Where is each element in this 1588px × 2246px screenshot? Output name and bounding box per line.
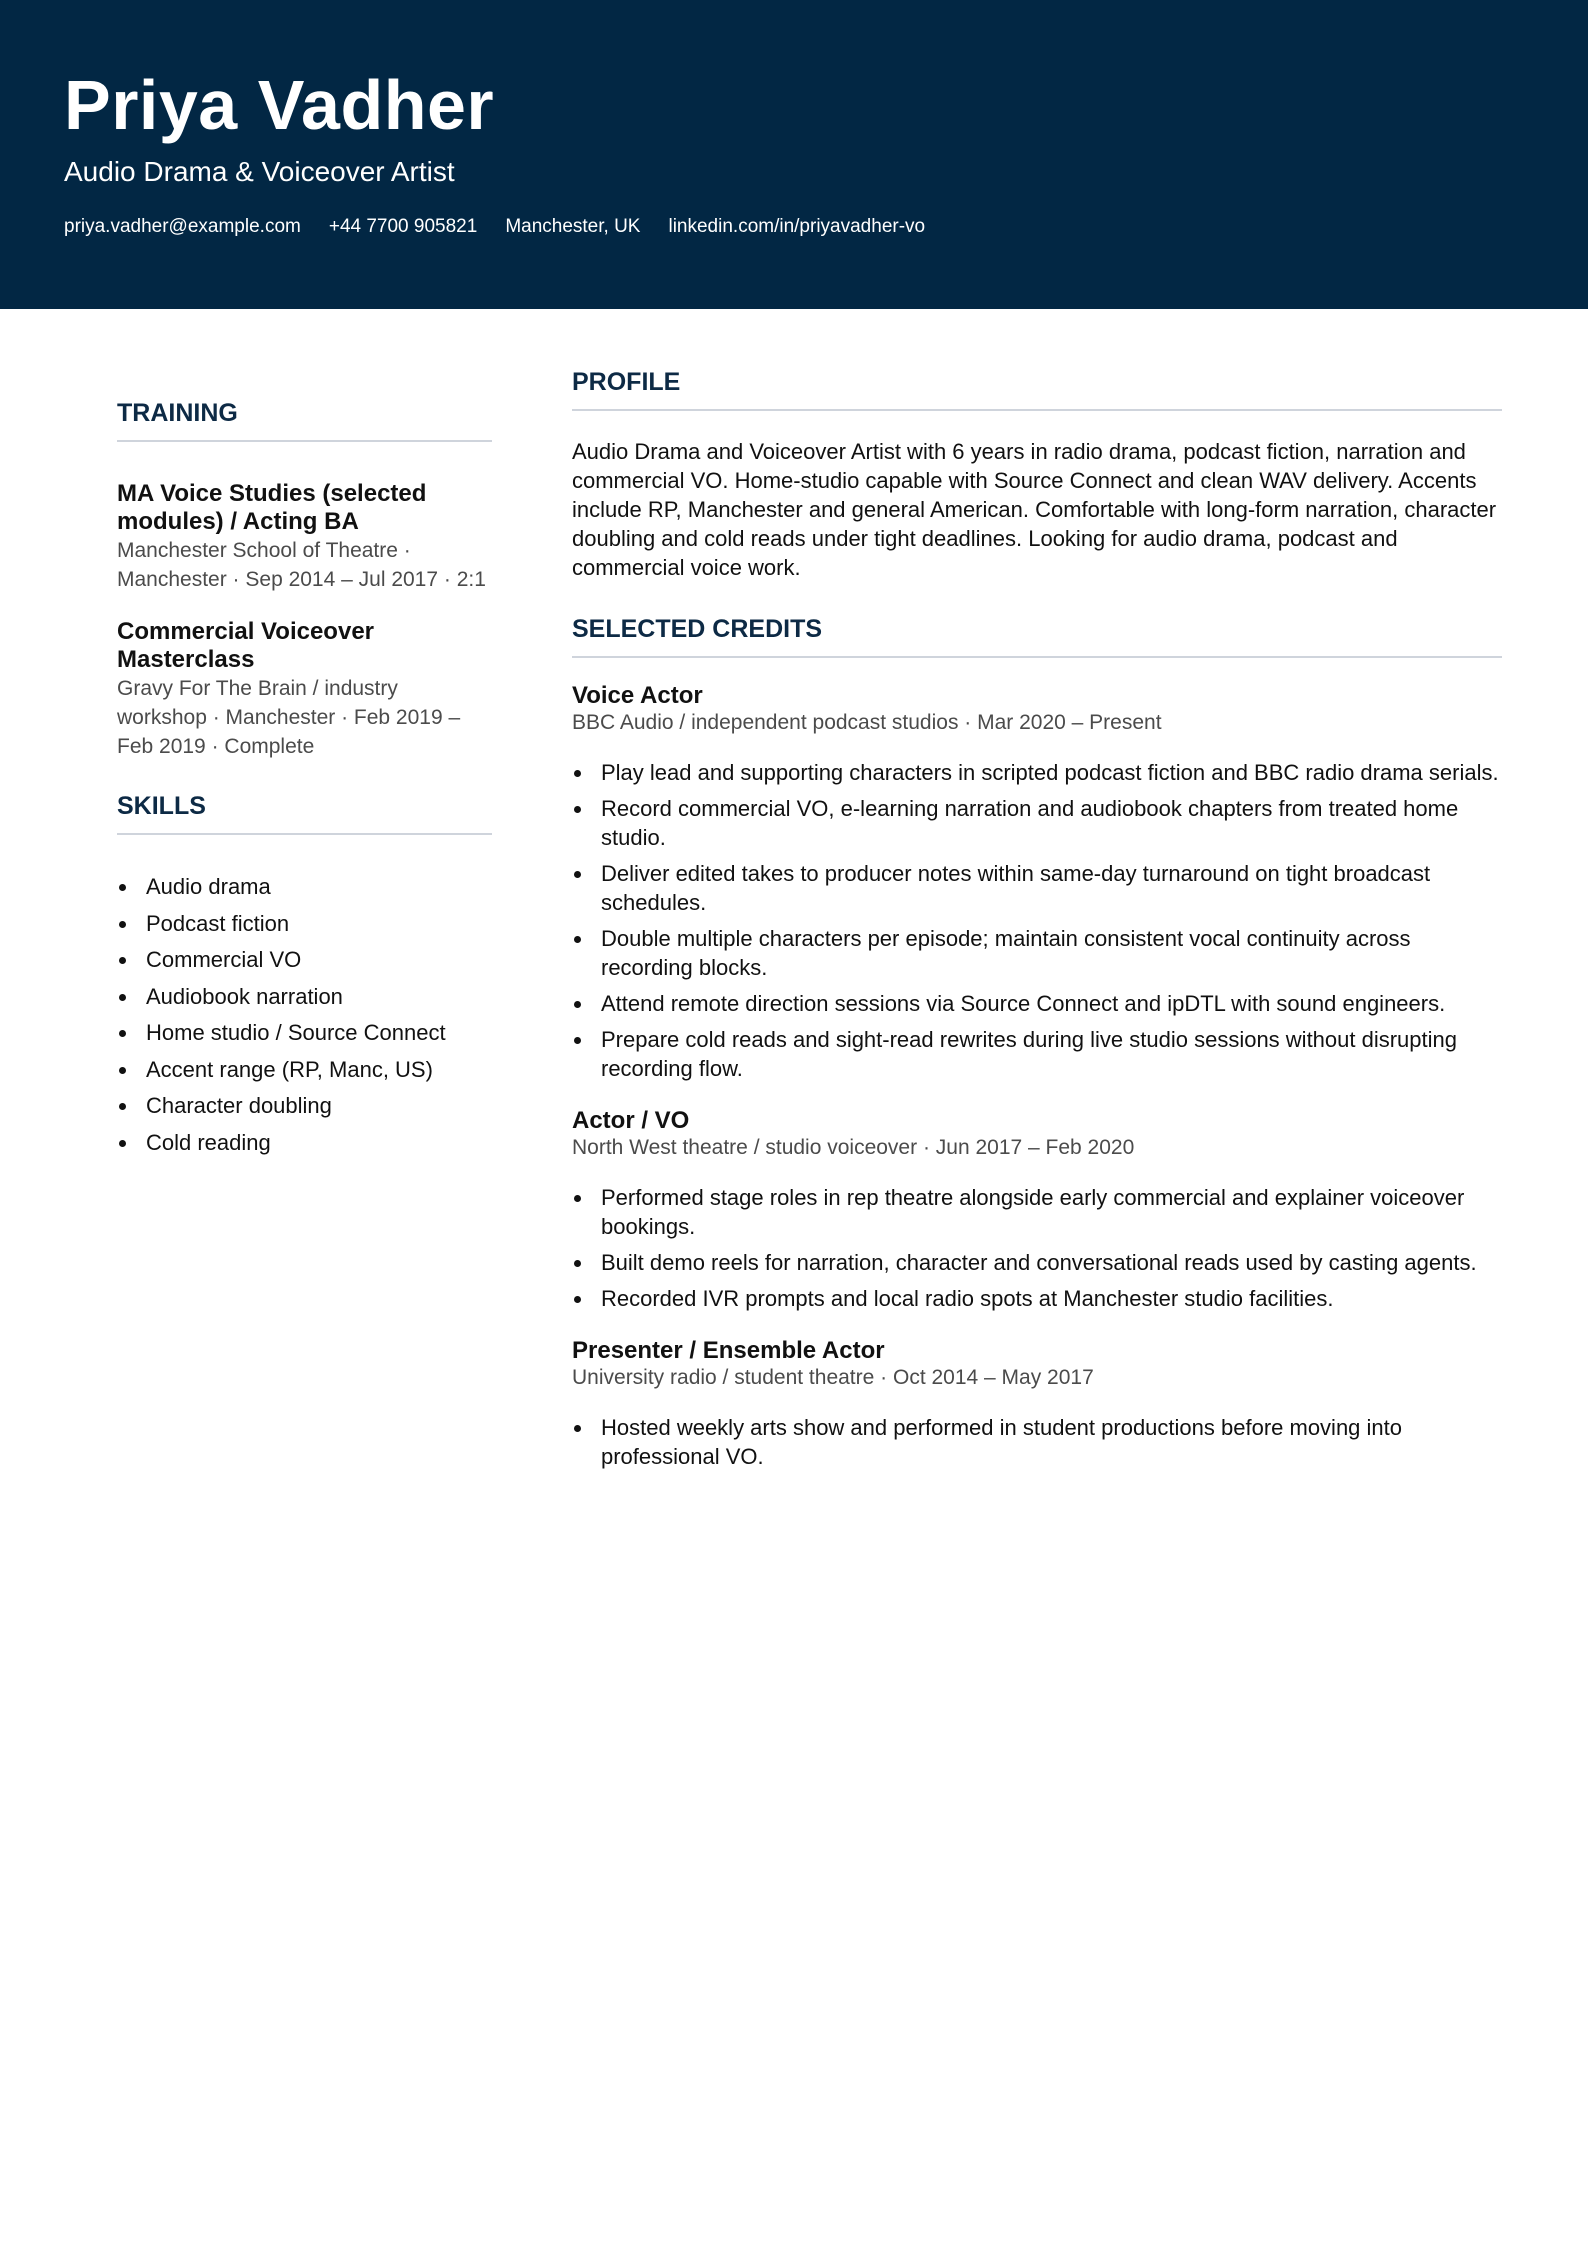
skill-item: Character doubling bbox=[117, 1088, 492, 1125]
training-item bbox=[117, 618, 492, 761]
training-item-meta: Gravy For The Brain / industry workshop · Manchester · Feb 2019 – Feb 2019 · Complete bbox=[117, 677, 461, 758]
training-item-title: MA Voice Studies (selected modules) / Acting BA bbox=[117, 480, 427, 535]
credit-role: Actor / VO bbox=[572, 1107, 690, 1134]
training-item bbox=[117, 480, 492, 594]
credit-role: Presenter / Ensemble Actor bbox=[572, 1337, 885, 1364]
credit-entry bbox=[572, 682, 1502, 1083]
skill-item: Cold reading bbox=[117, 1125, 492, 1162]
credit-bullet: Attend remote direction sessions via Source Connect and ipDTL with sound engineers. bbox=[572, 989, 1502, 1018]
left-column bbox=[117, 396, 492, 1161]
contact-email[interactable]: priya.vadher@example.com bbox=[64, 216, 301, 237]
credit-role: Voice Actor bbox=[572, 682, 703, 709]
credit-bullet: Play lead and supporting characters in scripted podcast fiction and BBC radio drama serials. bbox=[572, 758, 1502, 787]
credit-bullets bbox=[572, 1183, 1502, 1313]
contact-info bbox=[64, 214, 925, 240]
skill-item: Commercial VO bbox=[117, 942, 492, 979]
skills-heading: SKILLS bbox=[117, 789, 492, 835]
skill-item: Podcast fiction bbox=[117, 906, 492, 943]
credit-bullet: Deliver edited takes to producer notes within same-day turnaround on tight broadcast schedules. bbox=[572, 859, 1502, 917]
credits-heading: SELECTED CREDITS bbox=[572, 612, 1502, 658]
skills-list bbox=[117, 869, 492, 1161]
credit-meta: North West theatre / studio voiceover · Jun 2017 – Feb 2020 bbox=[572, 1136, 1135, 1159]
credit-bullet: Record commercial VO, e-learning narration and audiobook chapters from treated home studio. bbox=[572, 794, 1502, 852]
credit-meta: BBC Audio / independent podcast studios · Mar 2020 – Present bbox=[572, 711, 1162, 734]
skill-item: Audiobook narration bbox=[117, 979, 492, 1016]
contact-location: Manchester, UK bbox=[505, 216, 641, 237]
credit-entry bbox=[572, 1107, 1502, 1313]
credit-entry bbox=[572, 1337, 1502, 1471]
resume-header bbox=[0, 0, 1588, 309]
credit-bullet: Double multiple characters per episode; maintain consistent vocal continuity across recording blocks. bbox=[572, 924, 1502, 982]
credit-bullet: Built demo reels for narration, character and conversational reads used by casting agents. bbox=[572, 1248, 1502, 1277]
contact-phone[interactable]: +44 7700 905821 bbox=[328, 216, 478, 237]
right-column bbox=[572, 365, 1502, 1478]
skill-item: Home studio / Source Connect bbox=[117, 1015, 492, 1052]
credit-meta: University radio / student theatre · Oct 2014 – May 2017 bbox=[572, 1366, 1094, 1389]
profile-summary: Audio Drama and Voiceover Artist with 6 years in radio drama, podcast fiction, narration and commercial VO. Home-studio capable with Source Connect and clean WAV delivery. Accents include RP, Manchester and general American. Comfortable with long-form narration, character doubling and cold reads under tight deadlines. Looking for audio drama, podcast and commercial voice work. bbox=[572, 439, 1497, 580]
contact-linkedin[interactable]: linkedin.com/in/priyavadher-vo bbox=[668, 216, 926, 237]
skill-item: Audio drama bbox=[117, 869, 492, 906]
credit-bullets bbox=[572, 1413, 1502, 1471]
credit-bullet: Recorded IVR prompts and local radio spots at Manchester studio facilities. bbox=[572, 1284, 1502, 1313]
training-item-meta: Manchester School of Theatre · Manchester · Sep 2014 – Jul 2017 · 2:1 bbox=[117, 539, 486, 591]
credit-bullet: Prepare cold reads and sight-read rewrites during live studio sessions without disrupting recording flow. bbox=[572, 1025, 1502, 1083]
candidate-title: Audio Drama & Voiceover Artist bbox=[64, 156, 455, 187]
credit-bullet: Performed stage roles in rep theatre alongside early commercial and explainer voiceover bookings. bbox=[572, 1183, 1502, 1241]
candidate-name: Priya Vadher bbox=[64, 66, 495, 144]
training-item-title: Commercial Voiceover Masterclass bbox=[117, 618, 375, 673]
profile-heading: PROFILE bbox=[572, 365, 1502, 411]
skill-item: Accent range (RP, Manc, US) bbox=[117, 1052, 492, 1089]
training-heading: TRAINING bbox=[117, 396, 492, 442]
credit-bullets bbox=[572, 758, 1502, 1083]
credit-bullet: Hosted weekly arts show and performed in student productions before moving into professional VO. bbox=[572, 1413, 1502, 1471]
